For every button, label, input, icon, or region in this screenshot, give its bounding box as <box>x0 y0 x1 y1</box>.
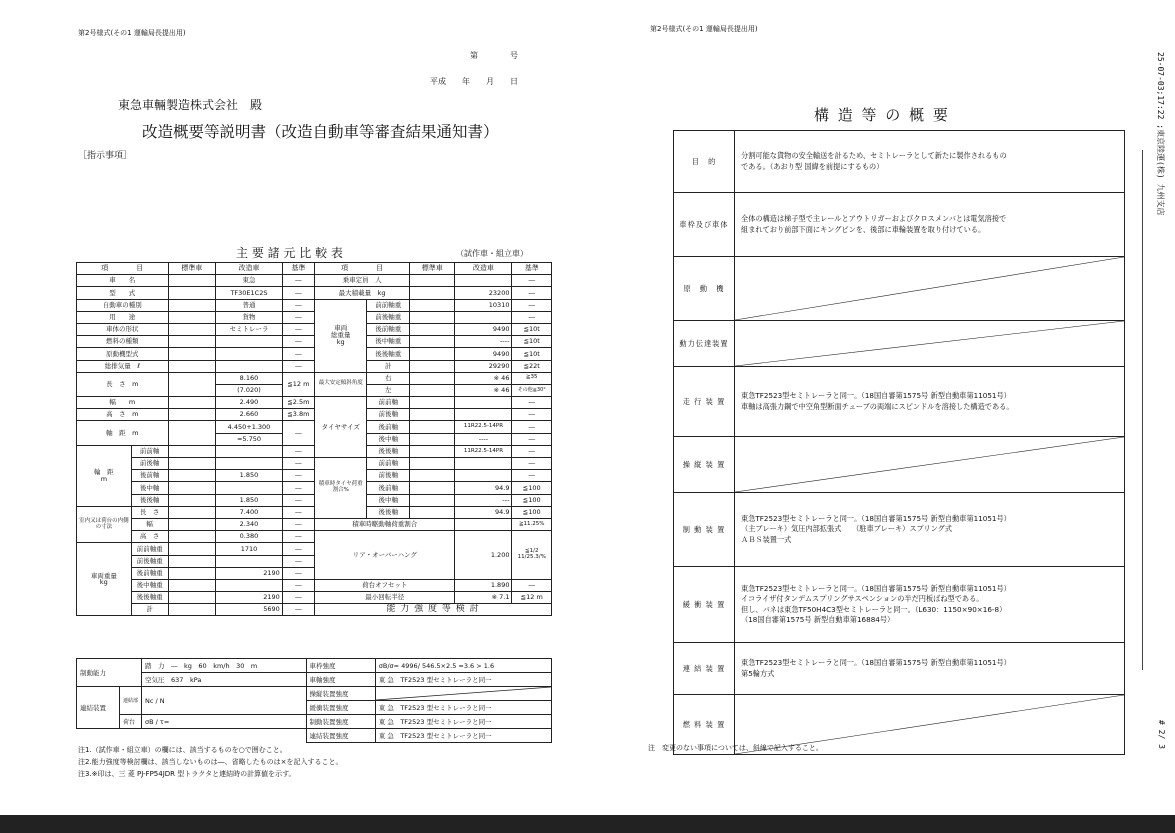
track-label: 輪 距 m <box>77 445 132 506</box>
hitch-label: 連結装置 <box>77 687 120 729</box>
cell-value: =5.750 <box>216 433 283 445</box>
steer-label: 最大安定傾斜角度 <box>315 372 367 396</box>
axle-strength-value: 東 急 TF2523 型セミトレーラと同一 <box>375 673 551 687</box>
cell-value: 東急 <box>216 275 283 287</box>
structure-row <box>674 321 1125 367</box>
brake-ability-label: 制動能力 <box>77 659 142 687</box>
cell-base: ≦10t <box>512 348 552 360</box>
row-label: 後前軸 <box>131 470 168 482</box>
row-label: 自動車の種別 <box>77 299 169 311</box>
structure-row-label: 緩 衝 装 置 <box>674 567 735 643</box>
row-label: 積車時駆動軸荷重割合 <box>315 518 455 530</box>
structure-text-line: ＡＢＳ装置一式 <box>741 534 792 544</box>
binding-line <box>1142 150 1143 670</box>
cell-base: ≦100 <box>512 494 552 506</box>
row-label: 前後軸 <box>131 458 168 470</box>
row-label: 計 <box>367 360 410 372</box>
fax-stamp: 25-07-03;17:22 ;東京陸運(株) 九州支店 <box>1156 52 1165 216</box>
cell-value: 1.200 <box>455 531 512 580</box>
cell-value: ---- <box>455 336 512 348</box>
row-label: 幅 m <box>77 397 169 409</box>
structure-row-body <box>735 257 1125 321</box>
row-label: 長 さ <box>131 506 168 518</box>
cell-value: 4.450+1.300 <box>216 421 283 433</box>
th-std-2: 標準車 <box>410 263 455 275</box>
cell-base: ≦2.5m <box>282 397 314 409</box>
structure-text-line: 東急TF2523型セミトレーラと同一。（18国自審第1575号 新型自動車第11051号） <box>741 513 1011 523</box>
structure-row-label: 操 縦 装 置 <box>674 437 735 493</box>
row-label: 前後軸 <box>367 409 410 421</box>
row-label: 高 さ <box>131 531 168 543</box>
cell-base: ≧11.25% <box>512 518 552 530</box>
structure-text-line: イコライザ付タンデムスプリングサスペンションの半だ円板ばね型である。 <box>741 594 984 604</box>
cell-base: ≦12 m <box>282 372 314 396</box>
cell-value: --- <box>455 494 512 506</box>
tire-label: タイヤサイズ <box>315 397 367 458</box>
cell-value: 10310 <box>455 299 512 311</box>
cell-value: (7.020) <box>216 384 283 396</box>
structure-row <box>674 131 1125 193</box>
slash-line <box>735 321 1124 366</box>
cell-value: 1.850 <box>216 494 283 506</box>
cell-value: ※ 7.1 <box>455 592 512 604</box>
hitch-value: σB / τ= <box>142 715 307 729</box>
coupler-strength-label: 連結装置強度 <box>306 729 375 743</box>
cell-value: 29290 <box>455 360 512 372</box>
structure-text-line: 東急TF2523型セミトレーラと同一。（18国自審第1575号 新型自動車第11051号） <box>741 658 1011 668</box>
structure-row-body <box>735 437 1125 493</box>
page-number: # 2/ 3 <box>1157 720 1166 749</box>
brake-strength-label: 制動装置強度 <box>306 715 375 729</box>
gvw-label: 車両 総重量 kg <box>315 299 367 372</box>
row-label: 後前軸重 <box>131 567 168 579</box>
structure-row <box>674 257 1125 321</box>
row-label: 最大積載量 kg <box>315 287 410 299</box>
cell-value: 9490 <box>455 323 512 335</box>
structure-row <box>674 643 1125 695</box>
structure-row <box>674 193 1125 257</box>
structure-row <box>674 367 1125 437</box>
cell-value: 2190 <box>216 592 283 604</box>
left-form-id: 第2号様式(その1 運輸局長提出用) <box>78 29 186 37</box>
cell-value: 9490 <box>455 348 512 360</box>
row-label: 前前軸重 <box>131 543 168 555</box>
structure-row-body <box>735 193 1125 257</box>
cell-value: 94.9 <box>455 482 512 494</box>
cell-value: ---- <box>455 433 512 445</box>
structure-text-line: 全体の構造は梯子型で主レールとアウトリガーおよびクロスメンバとは電気溶接で <box>741 214 1007 224</box>
row-label: 最小回転半径 <box>315 592 455 604</box>
addressee: 東急車輛製造株式会社 殿 <box>118 98 263 112</box>
cell-base: ≦10t <box>512 336 552 348</box>
row-label: 車 名 <box>77 275 169 287</box>
cell-value: 11R22.5-14PR <box>455 421 512 433</box>
slash-line <box>735 257 1124 320</box>
cell-value: 8.160 <box>216 372 283 384</box>
cell-value: 11R22.5-14PR <box>455 445 512 457</box>
frame-strength-label: 車枠強度 <box>306 659 375 673</box>
susp-strength-label: 緩衝装置強度 <box>306 701 375 715</box>
cell-value: ※ 46 <box>455 384 512 396</box>
th-base-2: 基準 <box>512 263 552 275</box>
right-form-id: 第2号様式(その1 運輸局長提出用) <box>650 25 758 33</box>
row-label: 前前軸 <box>131 445 168 457</box>
cell-value: 1.890 <box>455 579 512 591</box>
cell-value: 2190 <box>216 567 283 579</box>
row-label: 車体の形状 <box>77 323 169 335</box>
cell-base: ≧35 <box>512 372 552 384</box>
note-1: 注1.（試作車・組立車）の欄には、該当するものを○で囲むこと。 <box>78 746 287 754</box>
row-label: 原動機型式 <box>77 348 169 360</box>
row-label: 後中軸重 <box>367 336 410 348</box>
document-title: 改造概要等説明書（改造自動車等審査結果通知書） <box>142 123 499 141</box>
axle-weight-label: 車両重量 kg <box>77 543 132 616</box>
coupler-strength-value: 東 急 TF2523 型セミトレーラと同一 <box>375 729 551 743</box>
cell-base: ≦12 m <box>512 592 552 604</box>
structure-text-line: である。（あおり型 国緯を前提にするもの） <box>741 161 884 171</box>
th-std: 標準車 <box>168 263 216 275</box>
th-mod-2: 改造車 <box>455 263 512 275</box>
structure-table <box>673 130 1125 755</box>
cell-value: 5690 <box>216 604 283 616</box>
cell-base: ≦22t <box>512 360 552 372</box>
cell-value: ※ 46 <box>455 372 512 384</box>
cell-value: セミトレーラ <box>216 323 283 335</box>
structure-row-body <box>735 367 1125 437</box>
row-label: 後中軸 <box>131 482 168 494</box>
cell-value: 2.490 <box>216 397 283 409</box>
cell-value: 1.850 <box>216 470 283 482</box>
steer-strength-label: 操縦装置強度 <box>306 687 375 701</box>
cell-base: ≦3.8m <box>282 409 314 421</box>
cell-base: ≦10t <box>512 323 552 335</box>
capability-table <box>76 658 552 743</box>
structure-row-body <box>735 643 1125 695</box>
structure-text-line: 但し、バネは東急TF50H4C3型セミトレーラと同一。（L630：1150×90×16-8） <box>741 604 1007 614</box>
susp-strength-value: 東 急 TF2523 型セミトレーラと同一 <box>375 701 551 715</box>
note-2: 注2.能力強度等検討欄は、該当しないものは―、省略したものは×を記入すること。 <box>78 758 343 766</box>
structure-row <box>674 437 1125 493</box>
row-label: 右 <box>367 372 410 384</box>
row-label: 後後軸重 <box>367 348 410 360</box>
row-label: 燃料の種類 <box>77 336 169 348</box>
structure-row <box>674 493 1125 567</box>
structure-row-label: 走 行 装 置 <box>674 367 735 437</box>
row-label: 左 <box>367 384 410 396</box>
cell-base: ≦1/2 11/25.3/% <box>512 531 552 580</box>
cell-value: TF30E1C2S <box>216 287 283 299</box>
frame-strength-value: σB/σ= 4996/ 546.5×2.5 =3.6 > 1.6 <box>375 659 551 673</box>
date-label: 平成 年 月 日 <box>430 77 518 86</box>
row-label: 後中軸 <box>367 433 410 445</box>
row-label: 後中軸 <box>367 494 410 506</box>
row-label: 軸 距 m <box>77 421 169 445</box>
structure-text-line: （18国自審第1575号 新型自動車第16884号） <box>741 614 895 624</box>
structure-text-line: 東急TF2523型セミトレーラと同一。（18国自審第1575号 新型自動車第11051号） <box>741 583 1011 593</box>
cell-base: ≦100 <box>512 506 552 518</box>
instructions-label: ［指示事項］ <box>78 151 133 161</box>
row-label: 後後軸 <box>367 445 410 457</box>
structure-row-body <box>735 493 1125 567</box>
cell-base: ≦100 <box>512 482 552 494</box>
cell-value: 2.340 <box>216 518 283 530</box>
row-label: 用 途 <box>77 311 169 323</box>
row-label: 後前軸重 <box>367 323 410 335</box>
structure-row-body <box>735 131 1125 193</box>
structure-text-line: 組まれており前部下面にキングピンを、後部に車輪装置を取り付けている。 <box>741 224 986 234</box>
axle-strength-label: 車軸強度 <box>306 673 375 687</box>
structure-row-label: 制 動 装 置 <box>674 493 735 567</box>
number-label: 第 号 <box>470 51 518 60</box>
structure-row-body <box>735 567 1125 643</box>
row-label: 計 <box>131 604 168 616</box>
cell-value: 94.9 <box>455 506 512 518</box>
note-3: 注3.※印は、三 菱 PJ-FP54JDR 型トラクタと連結時の計算値を示す。 <box>78 770 296 778</box>
cargo-dims-label: 室内又は荷台の内側の寸法 <box>77 506 132 543</box>
row-label: 高 さ m <box>77 409 169 421</box>
row-label: 長 さ m <box>77 372 169 396</box>
hitch-value: Nc / N <box>142 687 307 715</box>
scan-bottom-bar <box>0 815 1175 833</box>
structure-row-label: 目 的 <box>674 131 735 193</box>
structure-row-body <box>735 321 1125 367</box>
cell-value: 7.400 <box>216 506 283 518</box>
th-base: 基準 <box>282 263 314 275</box>
load-ratio-label: 積車時タイヤ荷重割合% <box>315 458 367 519</box>
row-label: 前前軸重 <box>367 299 410 311</box>
brake-force: 踏 力 ― kg 60 km/h 30 m <box>142 659 307 673</box>
structure-row-label: 動力伝達装置 <box>674 321 735 367</box>
slash-line <box>376 687 551 700</box>
hitch-row-label: 荷台 <box>120 715 142 729</box>
steer-strength-value <box>375 687 551 701</box>
row-label: 型 式 <box>77 287 169 299</box>
right-note: 注 変更のない事項については、斜線で記入すること。 <box>648 744 823 752</box>
cell-value: 1710 <box>216 543 283 555</box>
structure-row-label: 連 結 装 置 <box>674 643 735 695</box>
th-item: 項 目 <box>77 263 169 275</box>
row-label: 後中軸重 <box>131 579 168 591</box>
hitch-row-label: 連結部 <box>120 687 142 715</box>
structure-text-line: （主ブレーキ）気圧内部拡張式 （駐車ブレーキ）スプリング式 <box>741 524 953 534</box>
structure-row-label: 燃 料 装 置 <box>674 695 735 755</box>
air-pressure: 空気圧 637 kPa <box>142 673 307 687</box>
row-label: リア・オーバーハング <box>315 531 455 580</box>
row-label: 乗車定員 人 <box>315 275 410 287</box>
structure-row-label: 車枠及び車体 <box>674 193 735 257</box>
structure-text-line: 車軸は高張力鋼で中空角型断面チューブの両端にスピンドルを溶接した構造である。 <box>741 401 1014 411</box>
cell-value: 普通 <box>216 299 283 311</box>
structure-text-line: 分割可能な貨物の安全輸送を計るため、セミトレーラとして新たに製作されるもの <box>741 151 1007 161</box>
cell-value: 貨物 <box>216 311 283 323</box>
spec-comparison-table: 項 目 標準車 改造車 基準 項 目 標準車 改造車 基準 車 名 東急 ― 乗車定員 人 ― 型 式 TF30E1C2S ― 最大積載量 kg 23200 ― 自動車の種別 普通 ― 車両 総重量 kg 前前軸重 10310 ― 用 途 貨物 ― 前後軸重 ― 車体の形状 セミトレーラ ― 後前軸重 9490 ≦10t 燃料の種類 ― 後中軸重 ---- ≦10t 原動機型式 ― 後後軸重 9490 ≦10t 総排気量 ℓ ― 計 29290 ≦22t 長 さ m 8.160 ≦12 m 最大安定傾斜角度 右 ※ 46 ≧35 (7.020) 左 ※ 46 その他≧30° 幅 m 2.490 ≦2.5m タイヤサイズ 前前軸 ― 高 さ m 2.660 ≦3.8m 前後軸 ― 軸 距 m 4.450+1.300 ― 後前軸 11R22.5-14PR ― =5.750 後中軸 ---- ― 輪 距 m 前前軸 ― 後後軸 11R22.5-14PR ― 前後軸 ― 積車時タイヤ荷重割合% 前前軸 ― 後前軸 1.850 ― 前後軸 ― 後中軸 ― 後前軸 94.9 ≦100 後後軸 1.850 ― 後中軸 --- ≦100 室内又は荷台の内側の寸法 長 さ 7.400 ― 後後軸 94.9 ≦100 幅 2.340 ― 積車時駆動軸荷重割合 ≧11.25% 高 さ 0.380 ― リア・オーバーハング 1.200 ≦1/2 11/25.3/% 車両重量 kg 前前軸重 1710 ― 前後軸重 ― 後前軸重 2190 ― 後中軸重 ― 荷台オフセット 1.890 ― 後後軸重 2190 ― 最小回転半径 ※ 7.1 ≦12 m 計 5690 ― 能 力 強 度 等 検 討 <box>76 262 552 616</box>
row-label: 前後軸重 <box>367 311 410 323</box>
cell-value: 23200 <box>455 287 512 299</box>
row-label: 前前軸 <box>367 458 410 470</box>
structure-text-line: 第5輪方式 <box>741 668 775 678</box>
row-label: 後後軸 <box>367 506 410 518</box>
row-label: 前前軸 <box>367 397 410 409</box>
th-item-2: 項 目 <box>315 263 410 275</box>
cell-value: 0.380 <box>216 531 283 543</box>
vehicle-type-selector: （試作車・組立車） <box>456 249 528 258</box>
capability-title: 能 力 強 度 等 検 討 <box>315 604 552 616</box>
brake-strength-value: 東 急 TF2523 型セミトレーラと同一 <box>375 715 551 729</box>
structure-row <box>674 567 1125 643</box>
row-label: 総排気量 ℓ <box>77 360 169 372</box>
structure-text-line: 東急TF2523型セミトレーラと同一。（18国自審第1575号 新型自動車第11051号） <box>741 391 1011 401</box>
cell-value: 2.660 <box>216 409 283 421</box>
structure-title: 構 造 等 の 概 要 <box>814 106 950 124</box>
row-label: 後後軸 <box>131 494 168 506</box>
row-label: 後後軸重 <box>131 592 168 604</box>
fax-stamp-wrap <box>1152 52 1166 282</box>
row-label: 幅 <box>131 518 168 530</box>
table-title: 主 要 諸 元 比 較 表 <box>236 246 343 260</box>
slash-line <box>735 437 1124 492</box>
row-label: 前後軸 <box>367 470 410 482</box>
cell-base: その他≧30° <box>512 384 552 396</box>
row-label: 荷台オフセット <box>315 579 455 591</box>
row-label: 後前軸 <box>367 421 410 433</box>
th-mod: 改造車 <box>216 263 283 275</box>
page-number-wrap <box>1152 720 1166 800</box>
structure-row-label: 原 動 機 <box>674 257 735 321</box>
row-label: 前後軸重 <box>131 555 168 567</box>
row-label: 後前軸 <box>367 482 410 494</box>
